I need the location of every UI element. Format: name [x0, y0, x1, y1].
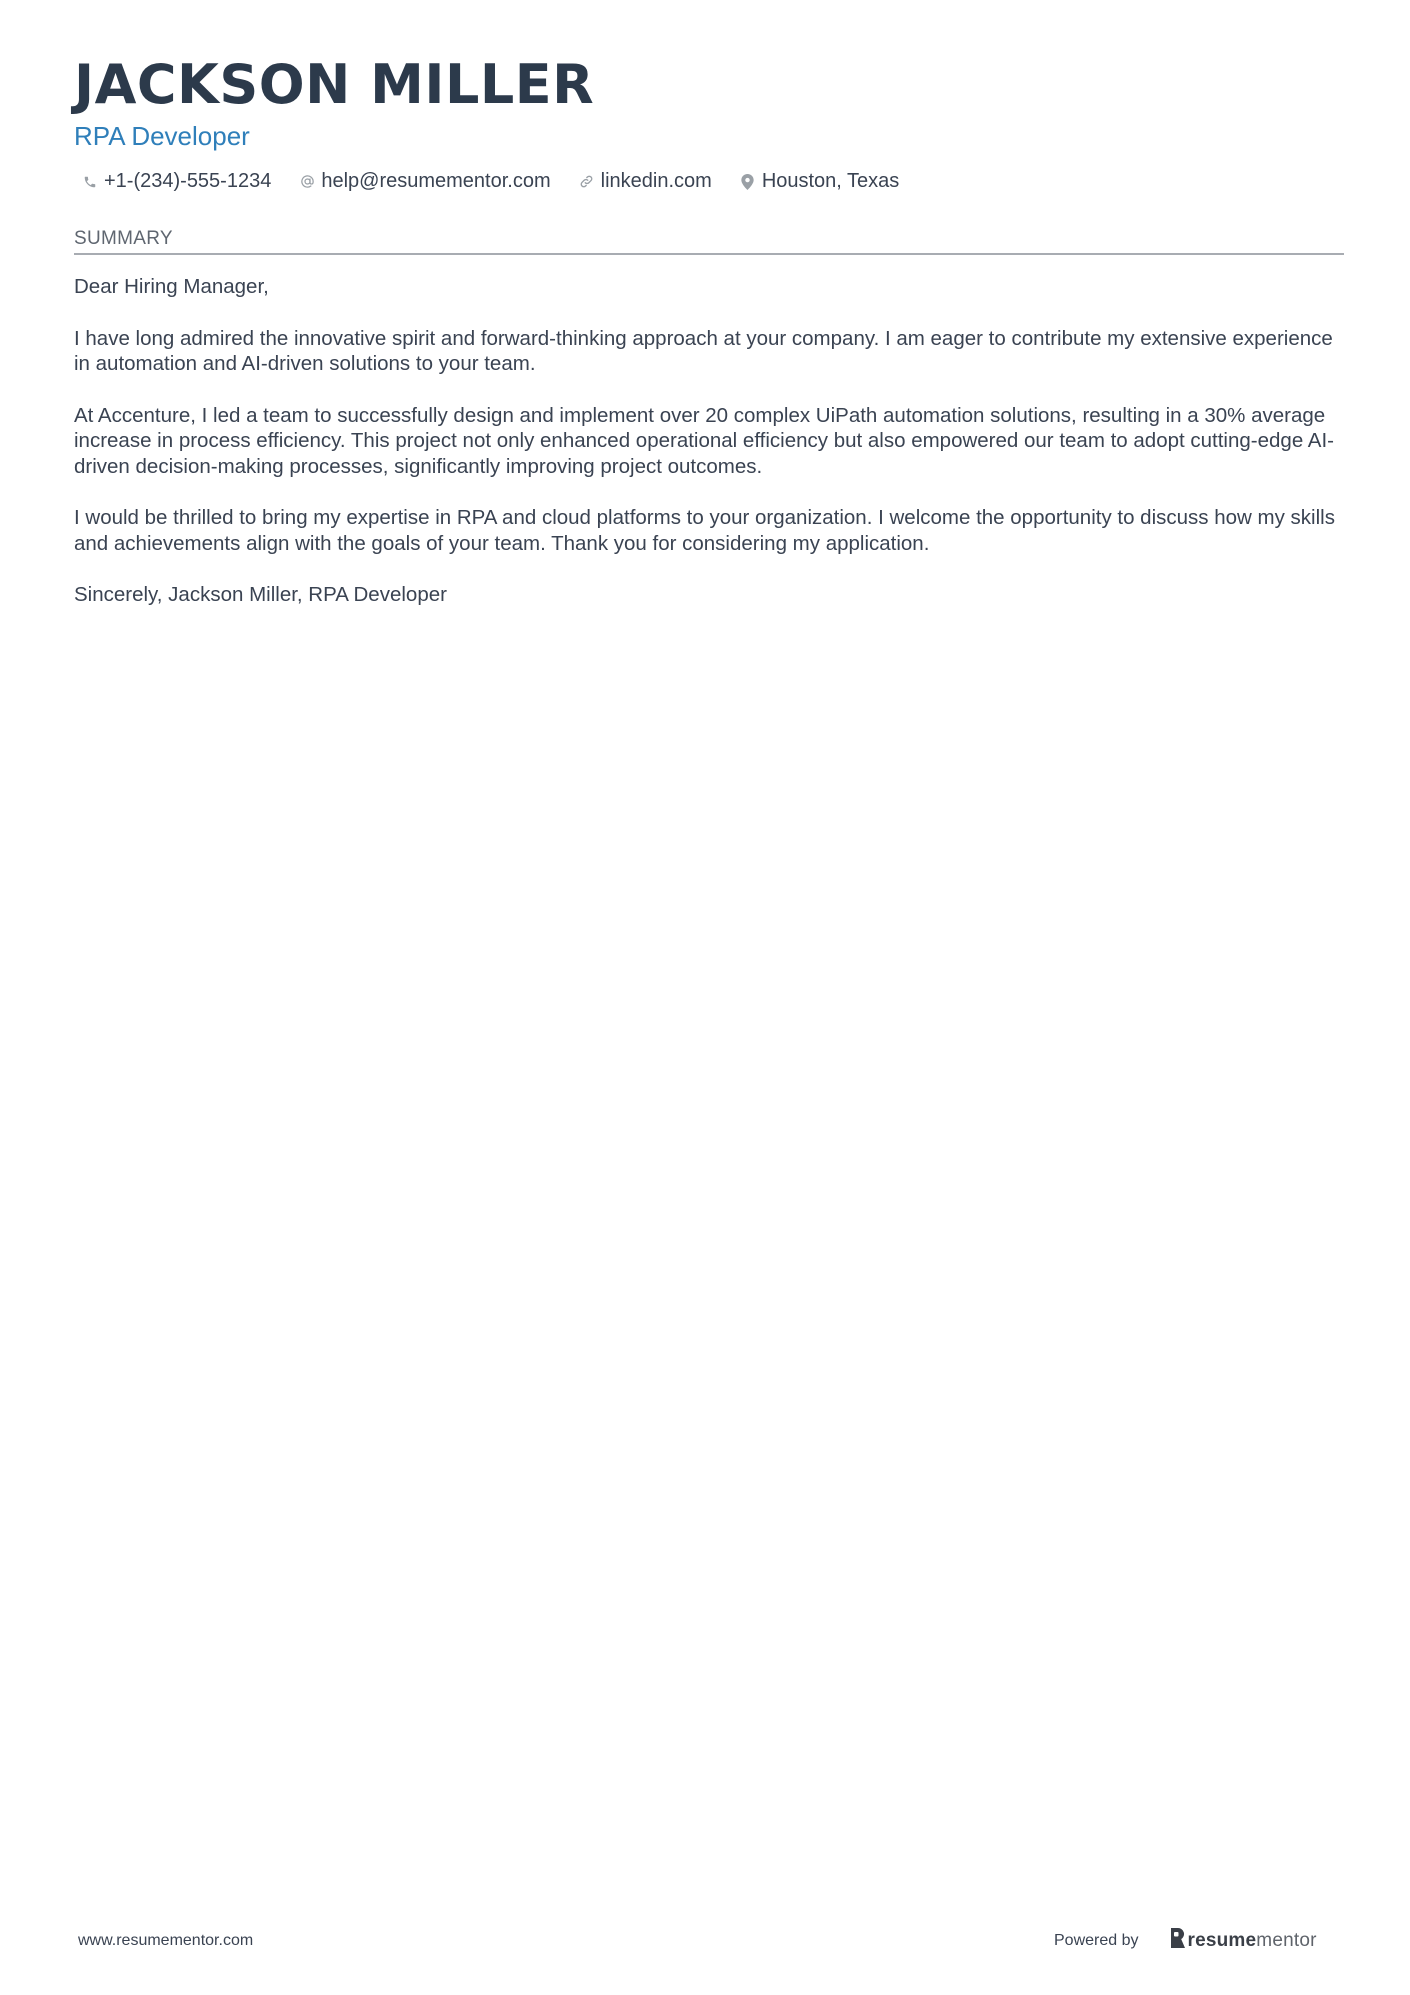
letter-body — [74, 274, 1344, 634]
resumementor-logo[interactable] — [1169, 1928, 1317, 1954]
phone-icon — [82, 173, 98, 191]
contact-phone — [82, 170, 271, 193]
powered-by-label: Powered by — [1054, 1932, 1139, 1949]
footer-branding — [1054, 1928, 1317, 1954]
letter-greeting: Dear Hiring Manager, — [74, 275, 269, 298]
section-title-summary: SUMMARY — [74, 228, 173, 249]
contact-bar — [82, 170, 927, 193]
resumementor-logo-icon — [1169, 1928, 1185, 1954]
candidate-name: JACKSON MILLER — [74, 53, 595, 116]
letter-paragraph: I have long admired the innovative spirit and forward-thinking approach at your company. I am eager to contribute my extensive experience in automation and AI-driven solutions to your team. — [74, 326, 1333, 375]
contact-linkedin[interactable] — [579, 170, 712, 193]
location-icon — [740, 173, 756, 191]
letter-closing: Sincerely, Jackson Miller, RPA Developer — [74, 583, 447, 606]
letter-paragraph: I would be thrilled to bring my expertise in RPA and cloud platforms to your organization. I welcome the opportunity to discuss how my skills and achievements align with the goals of your team. Thank you for considering my application. — [74, 506, 1335, 555]
contact-location-text: Houston, Texas — [761, 170, 900, 192]
brand-name-bold: resume — [1187, 1930, 1257, 1951]
contact-email-text[interactable]: help@resumementor.com — [321, 170, 551, 192]
footer-website-link[interactable]: www.resumementor.com — [78, 1932, 254, 1949]
contact-phone-text: +1-(234)-555-1234 — [104, 170, 272, 192]
candidate-role: RPA Developer — [74, 121, 250, 151]
brand-name-light: mentor — [1256, 1930, 1317, 1951]
section-divider — [74, 253, 1344, 255]
link-icon — [579, 173, 595, 191]
at-icon — [299, 173, 315, 191]
contact-location — [740, 170, 900, 193]
contact-email[interactable] — [299, 170, 550, 193]
contact-linkedin-text[interactable]: linkedin.com — [600, 170, 712, 192]
letter-paragraph: At Accenture, I led a team to successfully design and implement over 20 complex UiPath automation solutions, resulting in a 30% average increase in process efficiency. This project not only enhanced operational efficiency but also empowered our team to adopt cutting-edge AI-driven decision-making processes, significantly improving project outcomes. — [74, 403, 1334, 478]
